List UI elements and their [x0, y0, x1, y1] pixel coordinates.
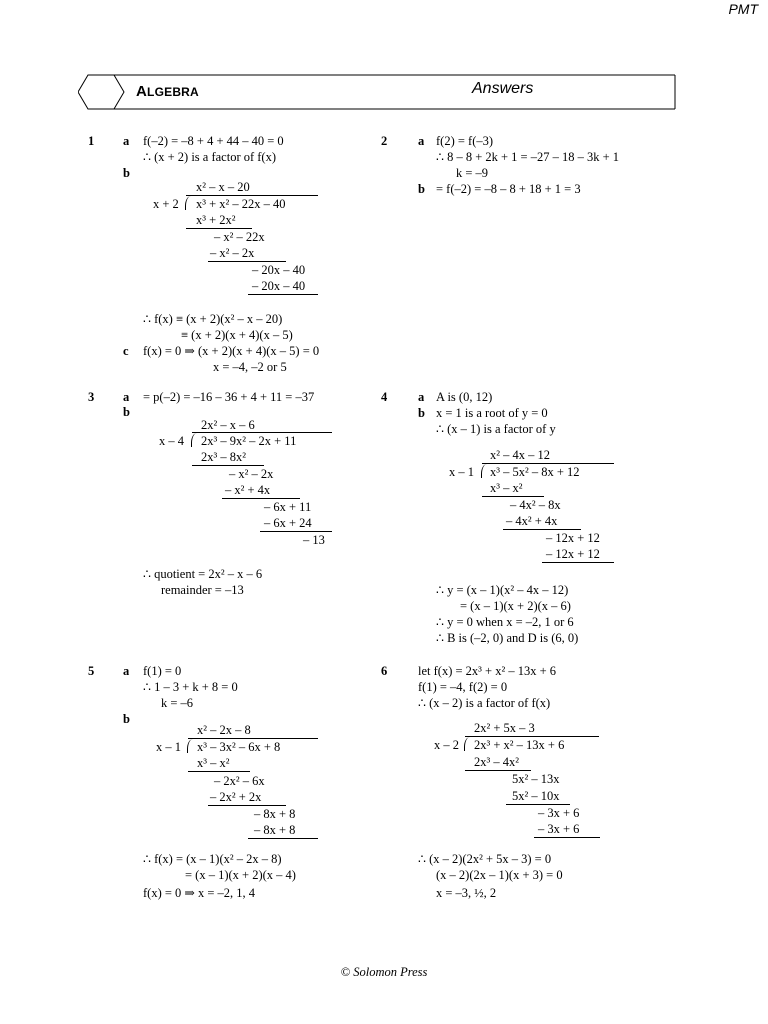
q3-div-divisor: x – 4	[159, 434, 184, 448]
q4-div-bracket	[481, 464, 488, 478]
part-label-1a: a	[123, 134, 130, 148]
q1-div-dividend: x³ + x² – 22x – 40	[196, 197, 286, 211]
q6-line-2: f(1) = –4, f(2) = 0	[418, 680, 508, 694]
q5-div-line3	[248, 838, 318, 839]
q4-line-c2: = (x – 1)(x + 2)(x – 6)	[460, 599, 571, 613]
q4-line-a1: A is (0, 12)	[436, 390, 493, 404]
q6-line-e1: ∴ (x – 2)(2x² + 5x – 3) = 0	[418, 852, 552, 866]
part-label-4b: b	[418, 406, 425, 420]
q6-div-row1: 2x³ – 4x²	[474, 755, 519, 769]
q3-div-bracket	[191, 433, 198, 447]
q5-div-top-line	[188, 738, 318, 739]
q6-div-row3: 5x² – 10x	[512, 789, 560, 803]
part-label-1c: c	[123, 344, 129, 358]
q1-div-top-line	[186, 195, 318, 196]
q6-div-line2	[506, 804, 570, 805]
q2-line-a2: ∴ 8 – 8 + 2k + 1 = –27 – 18 – 3k + 1	[436, 150, 620, 164]
q3-div-quotient: 2x² – x – 6	[201, 418, 255, 432]
q5-div-row2: – 2x² – 6x	[214, 774, 265, 788]
part-label-3b: b	[123, 405, 130, 419]
q6-div-quotient: 2x² + 5x – 3	[474, 721, 535, 735]
q5-div-line1	[188, 771, 250, 772]
q1-div-quotient: x² – x – 20	[196, 180, 250, 194]
q4-line-c1: ∴ y = (x – 1)(x² – 4x – 12)	[436, 583, 569, 597]
q5-div-row5: – 8x + 8	[254, 823, 296, 837]
q1-div-line3	[248, 294, 318, 295]
q1-line-b2: ≡ (x + 2)(x + 4)(x – 5)	[181, 328, 293, 342]
q5-line-a2: ∴ 1 – 3 + k + 8 = 0	[143, 680, 238, 694]
q6-div-bracket	[464, 737, 471, 751]
q4-div-line2	[503, 529, 581, 530]
corner-label: PMT	[728, 1, 758, 17]
q4-div-dividend: x³ – 5x² – 8x + 12	[490, 465, 580, 479]
q3-div-line2	[222, 498, 300, 499]
q5-line-a3: k = –6	[161, 696, 194, 710]
q1-div-row3: – x² – 2x	[210, 246, 255, 260]
q1-div-row1: x³ + 2x²	[196, 213, 236, 227]
q1-div-row4: – 20x – 40	[252, 263, 306, 277]
q6-line-e2: (x – 2)(2x – 1)(x + 3) = 0	[436, 868, 563, 882]
q4-div-row2: – 4x² – 8x	[510, 498, 561, 512]
section-header	[78, 74, 676, 110]
q1-div-bracket	[185, 196, 192, 210]
q4-div-row3: – 4x² + 4x	[506, 514, 558, 528]
title-rest: LGEBRA	[147, 85, 199, 99]
q4-div-top-line	[482, 463, 614, 464]
q4-div-line1	[482, 496, 544, 497]
part-label-1b: b	[123, 166, 130, 180]
q4-div-row4: – 12x + 12	[546, 531, 600, 545]
q5-div-row1: x³ – x²	[197, 756, 230, 770]
footer-copyright: © Solomon Press	[340, 965, 428, 979]
q1-line-a2: ∴ (x + 2) is a factor of f(x)	[143, 150, 277, 164]
q5-line-b1: ∴ f(x) = (x – 1)(x² – 2x – 8)	[143, 852, 282, 866]
q6-div-divisor: x – 2	[434, 738, 459, 752]
q4-line-b1: x = 1 is a root of y = 0	[436, 406, 548, 420]
answers-label: Answers	[472, 80, 534, 97]
q3-div-row4: – 6x + 11	[264, 500, 312, 514]
q4-line-c3: ∴ y = 0 when x = –2, 1 or 6	[436, 615, 574, 629]
q2-line-a1: f(2) = f(–3)	[436, 134, 494, 148]
question-number-6: 6	[381, 664, 388, 678]
part-label-4a: a	[418, 390, 425, 404]
q6-div-line3	[534, 837, 600, 838]
part-label-5b: b	[123, 712, 130, 726]
q2-line-a3: k = –9	[456, 166, 489, 180]
q2-line-b1: = f(–2) = –8 – 8 + 18 + 1 = 3	[436, 182, 581, 196]
q1-div-row5: – 20x – 40	[252, 279, 306, 293]
q3-div-line1	[192, 465, 264, 466]
q6-div-row4: – 3x + 6	[538, 806, 580, 820]
q1-line-a1: f(–2) = –8 + 4 + 44 – 40 = 0	[143, 134, 284, 148]
q6-line-1: let f(x) = 2x³ + x² – 13x + 6	[418, 664, 557, 678]
question-number-3: 3	[88, 390, 95, 404]
q5-line-a1: f(1) = 0	[143, 664, 182, 678]
q5-line-b3: f(x) = 0 ⇒ x = –2, 1, 4	[143, 886, 256, 900]
q3-line-a1: = p(–2) = –16 – 36 + 4 + 11 = –37	[143, 390, 315, 404]
question-number-4: 4	[381, 390, 388, 404]
q3-line-b1: ∴ quotient = 2x² – x – 6	[143, 567, 263, 581]
q6-div-dividend: 2x³ + x² – 13x + 6	[474, 738, 565, 752]
part-label-5a: a	[123, 664, 130, 678]
q4-line-b2: ∴ (x – 1) is a factor of y	[436, 422, 556, 436]
q5-div-row3: – 2x² + 2x	[210, 790, 262, 804]
q5-div-dividend: x³ – 3x² – 6x + 8	[197, 740, 281, 754]
q5-div-bracket	[187, 739, 194, 753]
q5-div-line2	[208, 805, 286, 806]
part-label-2a: a	[418, 134, 425, 148]
q3-div-row1: 2x³ – 8x²	[201, 450, 246, 464]
q5-div-quotient: x² – 2x – 8	[197, 723, 251, 737]
q1-line-b1: ∴ f(x) ≡ (x + 2)(x² – x – 20)	[143, 312, 283, 326]
q4-div-row1: x³ – x²	[490, 481, 523, 495]
question-number-5: 5	[88, 664, 95, 678]
q4-line-c4: ∴ B is (–2, 0) and D is (6, 0)	[436, 631, 579, 645]
q1-line-c2: x = –4, –2 or 5	[213, 360, 287, 374]
q3-div-row2: – x² – 2x	[229, 467, 274, 481]
q4-div-quotient: x² – 4x – 12	[490, 448, 550, 462]
q6-div-top-line	[465, 736, 599, 737]
question-number-2: 2	[381, 134, 388, 148]
q4-div-line3	[542, 562, 614, 563]
q6-div-row5: – 3x + 6	[538, 822, 580, 836]
q5-div-row4: – 8x + 8	[254, 807, 296, 821]
q6-line-e3: x = –3, ½, 2	[436, 886, 497, 900]
title-initial: A	[136, 83, 148, 100]
q5-div-divisor: x – 1	[156, 740, 181, 754]
q6-div-line1	[465, 770, 531, 771]
q3-div-row6: – 13	[303, 533, 325, 547]
q1-div-row2: – x² – 22x	[214, 230, 265, 244]
q3-div-top-line	[192, 432, 332, 433]
q3-div-row3: – x² + 4x	[225, 483, 271, 497]
question-number-1: 1	[88, 134, 95, 148]
q3-div-line3	[260, 531, 332, 532]
q1-line-c1: f(x) = 0 ⇒ (x + 2)(x + 4)(x – 5) = 0	[143, 344, 320, 358]
q1-div-line1	[186, 228, 252, 229]
part-label-3a: a	[123, 390, 130, 404]
q6-line-3: ∴ (x – 2) is a factor of f(x)	[418, 696, 551, 710]
q3-line-b2: remainder = –13	[161, 583, 244, 597]
q1-div-line2	[208, 261, 286, 262]
part-label-2b: b	[418, 182, 425, 196]
section-title	[136, 83, 199, 100]
q6-div-row2: 5x² – 13x	[512, 772, 560, 786]
q5-line-b2: = (x – 1)(x + 2)(x – 4)	[185, 868, 296, 882]
q3-div-dividend: 2x³ – 9x² – 2x + 11	[201, 434, 297, 448]
q4-div-divisor: x – 1	[449, 465, 474, 479]
q3-div-row5: – 6x + 24	[264, 516, 312, 530]
q1-div-divisor: x + 2	[153, 197, 179, 211]
q4-div-row5: – 12x + 12	[546, 547, 600, 561]
